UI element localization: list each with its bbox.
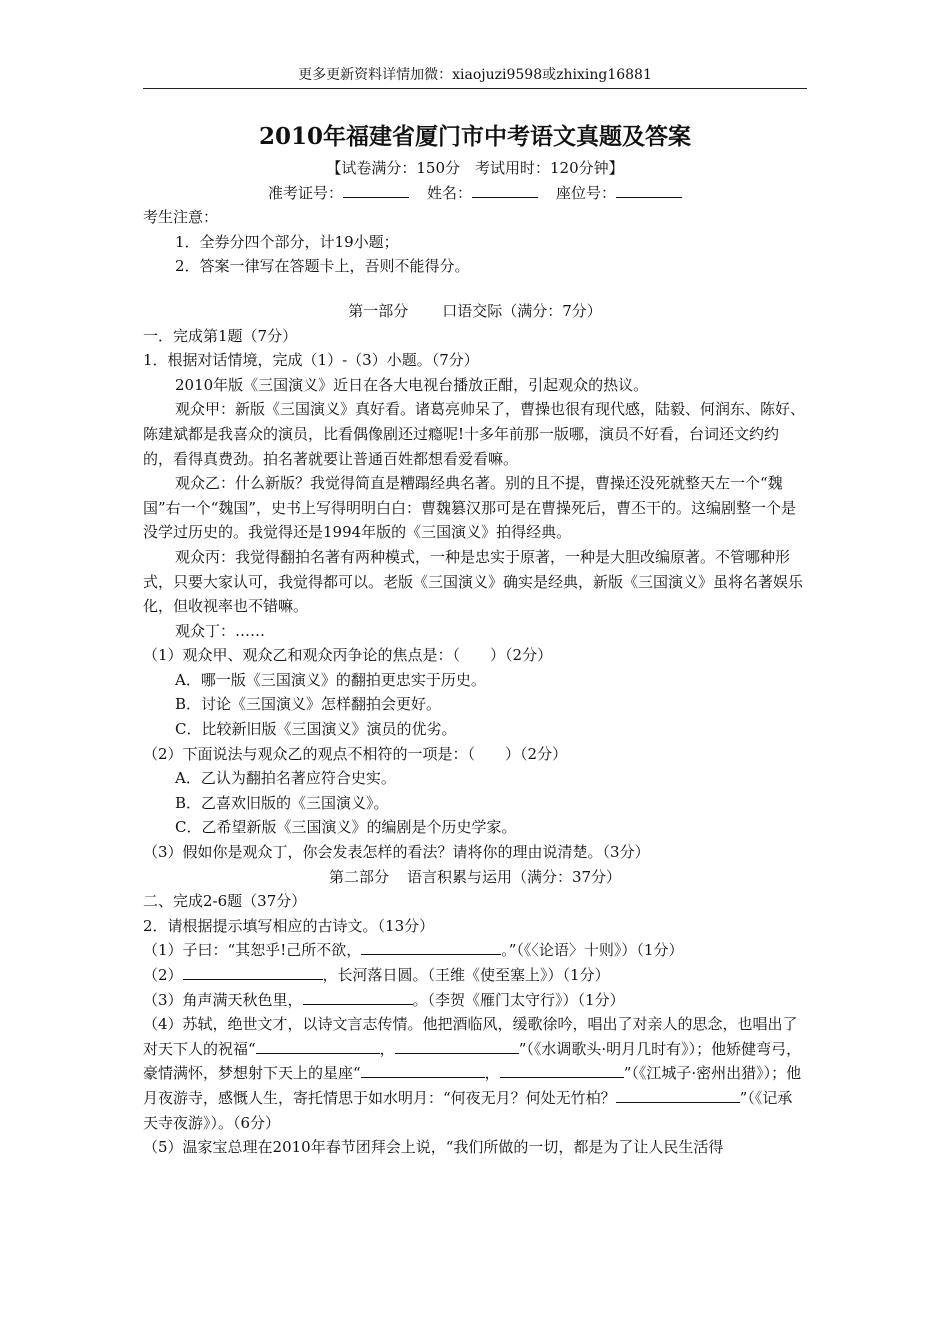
name-label: 姓名： <box>426 183 472 202</box>
answer-blank[interactable] <box>256 1038 380 1054</box>
exam-info: 【试卷满分：150分 考试用时：120分钟】 <box>326 159 624 177</box>
poem-line-1: （1）子曰：“其恕乎!己所不欲， 。”（《〈论语〉十则》）（1分） <box>143 941 684 960</box>
viewer-ding: 观众丁：…… <box>175 621 266 640</box>
option-b: B．乙喜欢旧版的《三国演义》。 <box>175 793 389 812</box>
option-c: C．比较新旧版《三国演义》演员的优劣。 <box>175 720 457 739</box>
page-header: 更多更新资料详情加微：xiaojuzi9598或zhixing16881 <box>298 67 652 83</box>
option-a: A．乙认为翻拍名著应符合史实。 <box>175 769 396 788</box>
part2-heading: 第二部分 语言积累与运用（满分：37分） <box>328 867 622 886</box>
sub-question-2: （2）下面说法与观众乙的观点不相符的一项是：（ ）（2分） <box>143 744 568 763</box>
poem-line-5: （5）温家宝总理在2010年春节团拜会上说，“我们所做的一切，都是为了让人民生活得 <box>143 1138 724 1157</box>
option-a: A．哪一版《三国演义》的翻拍更忠实于历史。 <box>175 670 486 689</box>
answer-blank[interactable] <box>303 989 413 1005</box>
answer-blank[interactable] <box>361 1062 485 1078</box>
dialog-intro: 2010年版《三国演义》近日在各大电视台播放正酣，引起观众的热议。 <box>175 375 649 394</box>
question-1: 1．根据对话情境，完成（1）-（3）小题。（7分） <box>143 351 479 370</box>
poem-line-4: （4）苏轼，绝世文才，以诗文言志传情。他把酒临风，缓歌徐吟，唱出了对亲人的思念，也唱出了对天下人的祝福“ ， ”（《水调歌头·明月几时有》）；他矫健弯弓，豪情满怀，梦想射下天上的星座“ ， ”（《江城子·密州出猎》）；他月夜游寺，感慨人生，寄托情思于如水明月：“何夜无月？何处无竹柏？ ”（《记承天寺夜游》）。（6分） <box>143 1015 802 1132</box>
seat-blank[interactable] <box>616 182 682 198</box>
sub-question-1: （1）观众甲、观众乙和观众丙争论的焦点是：（ ）（2分） <box>143 646 553 665</box>
answer-blank[interactable] <box>395 1038 519 1054</box>
option-c: C．乙希望新版《三国演义》的编剧是个历史学家。 <box>175 818 517 837</box>
part2-section: 二、完成2-6题（37分） <box>143 892 307 911</box>
sub-question-3: （3）假如你是观众丁，你会发表怎样的看法？请将你的理由说清楚。（3分） <box>143 843 650 862</box>
viewer-yi: 观众乙：什么新版？我觉得简直是糟蹋经典名著。别的且不提，曹操还没死就整天左一个“魏国”右一个“魏国”，史书上写得明明白白：曹魏篡汉那可是在曹操死后，曹丕干的。这编剧整一个是没学过历史的。我觉得还是1994年版的《三国演义》拍得经典。 <box>143 474 797 542</box>
answer-blank[interactable] <box>616 1087 740 1103</box>
answer-blank[interactable] <box>183 964 323 980</box>
notice-item: 1．全券分四个部分，计19小题； <box>175 232 399 251</box>
viewer-bing: 观众丙：我觉得翻拍名著有两种模式，一种是忠实于原著，一种是大胆改编原著。不管哪种形式，只要大家认可，我觉得都可以。老版《三国演义》确实是经典，新版《三国演义》虽将名著娱乐化，但收视率也不错嘛。 <box>143 547 804 616</box>
answer-blank[interactable] <box>361 939 501 955</box>
viewer-jia: 观众甲：新版《三国演义》真好看。诸葛亮帅呆了，曹操也很有现代感，陆毅、何润东、陈好、陈建斌都是我喜众的演员，比看偶像剧还过瘾呢!十多年前那一版哪，演员不好看，台词还文约约的，看得真费劲。拍名著就要让普通百姓都想看爱看嘛。 <box>143 400 806 468</box>
part1-section: 一．完成第1题（7分） <box>143 326 298 345</box>
name-blank[interactable] <box>472 182 538 198</box>
poem-line-3: （3）角声满天秋色里， 。（李贺《雁门太守行》）（1分） <box>143 990 625 1009</box>
notice-title: 考生注意： <box>143 208 219 227</box>
option-b: B．讨论《三国演义》怎样翻拍会更好。 <box>175 695 442 714</box>
seat-label: 座位号： <box>556 183 617 202</box>
answer-blank[interactable] <box>500 1062 624 1078</box>
ticket-label: 准考证号： <box>267 183 343 202</box>
poem-line-2: （2） ，长河落日圆。（王维《使至塞上》）（1分） <box>143 966 610 984</box>
ticket-blank[interactable] <box>343 182 409 198</box>
notice-item: 2．答案一律写在答题卡上，吾则不能得分。 <box>175 257 470 276</box>
candidate-fields <box>143 181 807 206</box>
document-title: 2010年福建省厦门市中考语文真题及答案 <box>258 123 691 150</box>
part1-heading: 第一部分 口语交际（满分：7分） <box>348 301 602 320</box>
header-divider <box>143 88 807 89</box>
question-2: 2．请根据提示填写相应的古诗文。（13分） <box>143 916 435 935</box>
exam-document <box>143 120 807 1160</box>
